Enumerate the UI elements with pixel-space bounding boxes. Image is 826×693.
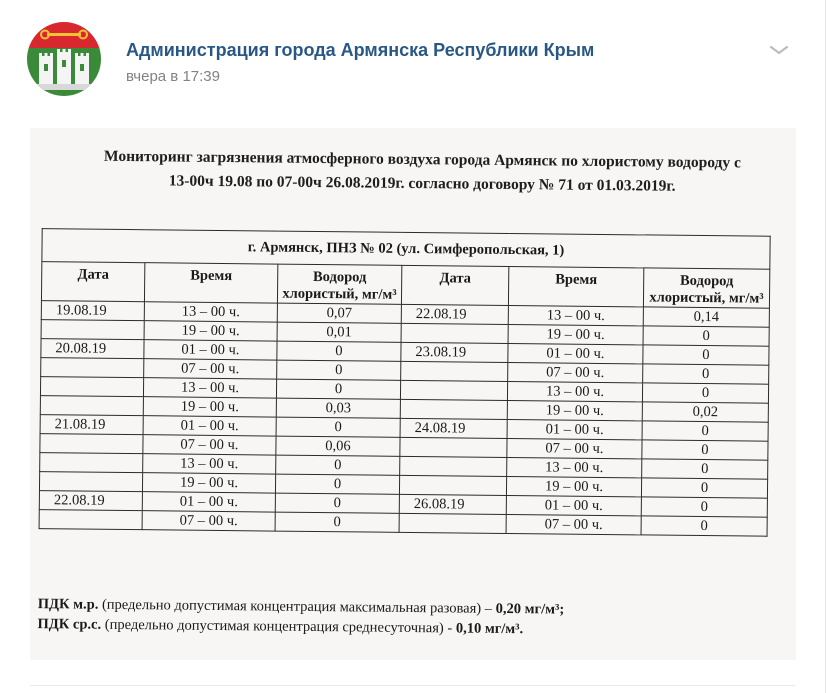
cell-date-2	[399, 513, 506, 533]
cell-date-2	[400, 399, 507, 419]
avatar[interactable]	[27, 22, 101, 96]
pdk-mr-desc: (предельно допустимая концентрация максимальная разовая) –	[101, 596, 493, 617]
cell-date-2	[400, 456, 507, 476]
cell-time-2: 13 – 00 ч.	[508, 305, 643, 325]
cell-date-2	[400, 437, 507, 457]
cell-time-1: 07 – 00 ч.	[143, 435, 276, 455]
cell-time-2: 19 – 00 ч.	[506, 476, 641, 496]
cell-time-2: 01 – 00 ч.	[506, 495, 641, 515]
chevron-down-icon[interactable]	[768, 42, 790, 58]
cell-hcl-1: 0,06	[276, 436, 400, 456]
cell-time-2: 07 – 00 ч.	[506, 514, 641, 534]
cell-hcl-2: 0,02	[642, 402, 768, 422]
cell-date-1: 20.08.19	[41, 339, 144, 359]
cell-time-1: 01 – 00 ч.	[144, 340, 277, 360]
cell-date-1	[40, 453, 143, 473]
cell-date-2: 23.08.19	[401, 342, 508, 362]
cell-hcl-1: 0,07	[277, 303, 401, 323]
cell-hcl-1: 0,01	[277, 322, 401, 342]
cell-time-2: 13 – 00 ч.	[507, 381, 642, 401]
cell-date-2	[400, 380, 507, 400]
cell-time-1: 19 – 00 ч.	[143, 397, 276, 417]
header-time-2: Время	[508, 266, 643, 306]
cell-date-1	[41, 358, 144, 378]
cell-date-2: 24.08.19	[400, 418, 507, 438]
cell-hcl-2: 0	[642, 440, 768, 460]
cell-date-2: 22.08.19	[401, 304, 508, 324]
cell-time-1: 07 – 00 ч.	[144, 359, 277, 379]
cell-time-2: 19 – 00 ч.	[507, 400, 642, 420]
cell-hcl-1: 0	[277, 360, 401, 380]
cell-date-2: 26.08.19	[399, 494, 506, 514]
cell-date-1: 21.08.19	[40, 415, 143, 435]
cell-hcl-2: 0	[642, 459, 768, 479]
cell-hcl-2: 0	[643, 345, 769, 365]
document-title-line-2: 13-00ч 19.08 по 07-00ч 26.08.2019г. согласно договору № 71 от 01.03.2019г.	[168, 172, 676, 195]
cell-time-1: 13 – 00 ч.	[143, 378, 276, 398]
cell-date-2	[399, 475, 506, 495]
pdk-mr-value: 0,20 мг/м³;	[495, 600, 565, 618]
cell-date-2	[401, 323, 508, 343]
cell-hcl-2: 0	[643, 364, 769, 384]
cell-hcl-2: 0	[641, 516, 767, 536]
post-divider	[30, 685, 795, 686]
cell-hcl-1: 0	[275, 512, 399, 532]
post-time[interactable]: вчера в 17:39	[126, 68, 220, 85]
cell-time-1: 13 – 00 ч.	[144, 302, 277, 322]
cell-date-1	[39, 472, 142, 492]
cell-hcl-1: 0	[275, 493, 399, 513]
header-date-1: Дата	[41, 262, 144, 302]
coat-of-arms-icon	[27, 22, 101, 96]
cell-date-2	[401, 361, 508, 381]
cell-time-1: 19 – 00 ч.	[144, 321, 277, 341]
cell-hcl-2: 0	[642, 421, 768, 441]
table-location: г. Армянск, ПНЗ № 02 (ул. Симферопольская, 1)	[42, 229, 770, 270]
cell-hcl-1: 0	[276, 417, 400, 437]
cell-date-1	[41, 320, 144, 340]
cell-date-1	[39, 510, 142, 530]
header-time-1: Время	[144, 263, 277, 303]
cell-time-2: 19 – 00 ч.	[508, 324, 643, 344]
cell-hcl-1: 0	[277, 341, 401, 361]
pdk-mr-label: ПДК м.р.	[37, 596, 99, 613]
cell-hcl-2: 0	[641, 497, 767, 517]
header-hcl-2: Водород хлористый, мг/м³	[643, 268, 769, 308]
cell-time-1: 19 – 00 ч.	[142, 473, 275, 493]
cell-time-1: 13 – 00 ч.	[143, 454, 276, 474]
header-date-2: Дата	[401, 265, 508, 305]
cell-hcl-1: 0,03	[276, 398, 400, 418]
post-image[interactable]	[30, 128, 796, 660]
cell-time-1: 01 – 00 ч.	[143, 416, 276, 436]
cell-time-2: 07 – 00 ч.	[507, 438, 642, 458]
cell-time-2: 07 – 00 ч.	[508, 362, 643, 382]
cell-hcl-1: 0	[276, 455, 400, 475]
cell-hcl-1: 0	[276, 379, 400, 399]
cell-hcl-2: 0	[641, 478, 767, 498]
cell-date-1: 19.08.19	[41, 301, 144, 321]
cell-hcl-1: 0	[275, 474, 399, 494]
cell-date-1: 22.08.19	[39, 491, 142, 511]
pdk-ss-value: 0,10 мг/м³.	[455, 620, 524, 638]
cell-time-1: 07 – 00 ч.	[142, 511, 275, 531]
cell-time-2: 01 – 00 ч.	[508, 343, 643, 363]
post-author[interactable]: Администрация города Армянска Республики Крым	[126, 40, 595, 60]
cell-hcl-2: 0	[642, 383, 768, 403]
cell-hcl-2: 0	[643, 326, 769, 346]
pdk-ss-label: ПДК ср.с.	[37, 616, 102, 633]
document-title-line-1: Мониторинг загрязнения атмосферного воздуха города Армянск по хлористому водороду с	[103, 147, 742, 172]
cell-date-1	[40, 377, 143, 397]
document-title	[62, 144, 782, 200]
cell-time-2: 13 – 00 ч.	[507, 457, 642, 477]
pdk-ss-desc: (предельно допустимая концентрация среднесуточная) -	[104, 616, 453, 637]
cell-time-1: 01 – 00 ч.	[142, 492, 275, 512]
header-hcl-1: Водород хлористый, мг/м³	[277, 264, 401, 304]
document-footnote	[37, 594, 777, 642]
cell-time-2: 01 – 00 ч.	[507, 419, 642, 439]
monitoring-table	[39, 228, 771, 537]
cell-hcl-2: 0,14	[643, 307, 769, 327]
cell-date-1	[40, 434, 143, 454]
cell-date-1	[40, 396, 143, 416]
